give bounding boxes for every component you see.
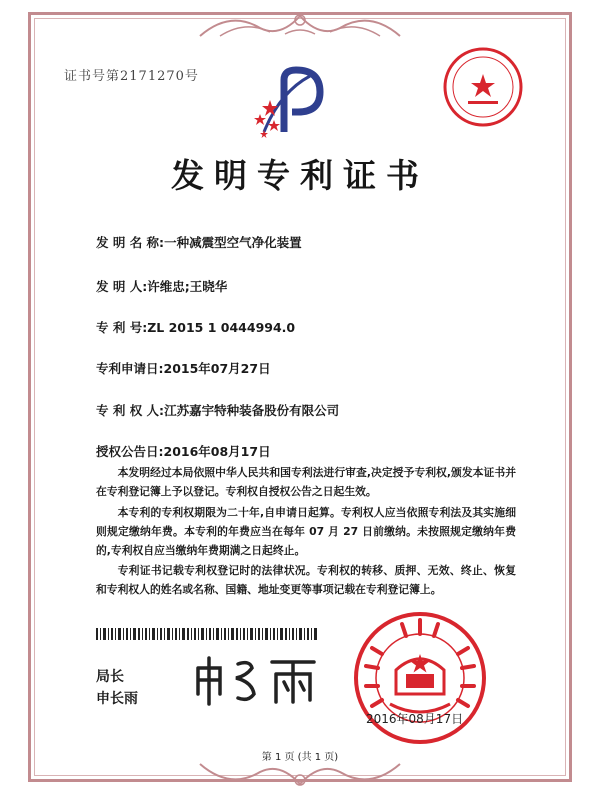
patent-number-row xyxy=(96,318,295,336)
paragraph-grant: 本发明经过本局依照中华人民共和国专利法进行审查,决定授予专利权,颁发本证书并在专利登记簿上予以登记。专利权自授权公告之日起生效。 xyxy=(96,466,516,498)
patent-number-value: ZL 2015 1 0444994.0 xyxy=(147,320,296,335)
invention-name-label: 发 明 名 称: xyxy=(96,235,165,250)
inventor-row xyxy=(96,277,227,295)
patent-number-label: 专 利 号: xyxy=(96,320,148,335)
director-title: 局长 xyxy=(96,669,124,685)
patentee-value: 江苏嘉宇特种装备股份有限公司 xyxy=(164,403,340,418)
director-signature-icon xyxy=(190,650,320,710)
director-name: 申长雨 xyxy=(96,691,138,707)
patentee-row xyxy=(96,401,339,419)
grant-date-row xyxy=(96,442,271,460)
patentee-label: 专 利 权 人: xyxy=(96,403,165,418)
invention-name-row xyxy=(96,233,302,251)
filing-date-row xyxy=(96,359,271,377)
filing-date-value: 2015年07月27日 xyxy=(163,361,271,376)
certificate-title: 发明专利证书 xyxy=(171,156,429,195)
patent-office-emblem-icon xyxy=(250,62,336,140)
filing-date-label: 专利申请日: xyxy=(96,361,164,376)
bottom-ornament-icon xyxy=(190,758,410,792)
agency-seal-icon xyxy=(440,44,526,130)
inventor-label: 发 明 人: xyxy=(96,279,148,294)
inventor-value: 许维忠;王晓华 xyxy=(147,279,228,294)
paragraph-legal-status: 专利证书记载专利权登记时的法律状况。专利权的转移、质押、无效、终止、恢复和专利权人的姓名或名称、国籍、地址变更等事项记载在专利登记簿上。 xyxy=(96,564,516,596)
barcode-icon xyxy=(96,628,318,640)
invention-name-value: 一种减震型空气净化装置 xyxy=(164,235,302,250)
seal-date: 2016年08月17日 xyxy=(366,712,464,726)
paragraph-term: 本专利的专利权期限为二十年,自申请日起算。专利权人应当依照专利法及其实施细则规定缴纳年费。本专利的年费应当在每年 07 月 27 日前缴纳。未按照规定缴纳年费的,专利权自应当缴纳年费期满之日起终止。 xyxy=(96,506,516,557)
top-ornament-icon xyxy=(190,8,410,42)
national-ip-office-seal-icon xyxy=(350,608,490,748)
grant-date-value: 2016年08月17日 xyxy=(163,444,271,459)
certificate-number: 证书号第2171270号 xyxy=(64,69,199,84)
grant-date-label: 授权公告日: xyxy=(96,444,164,459)
page-number: 第 1 页 (共 1 页) xyxy=(261,752,339,763)
